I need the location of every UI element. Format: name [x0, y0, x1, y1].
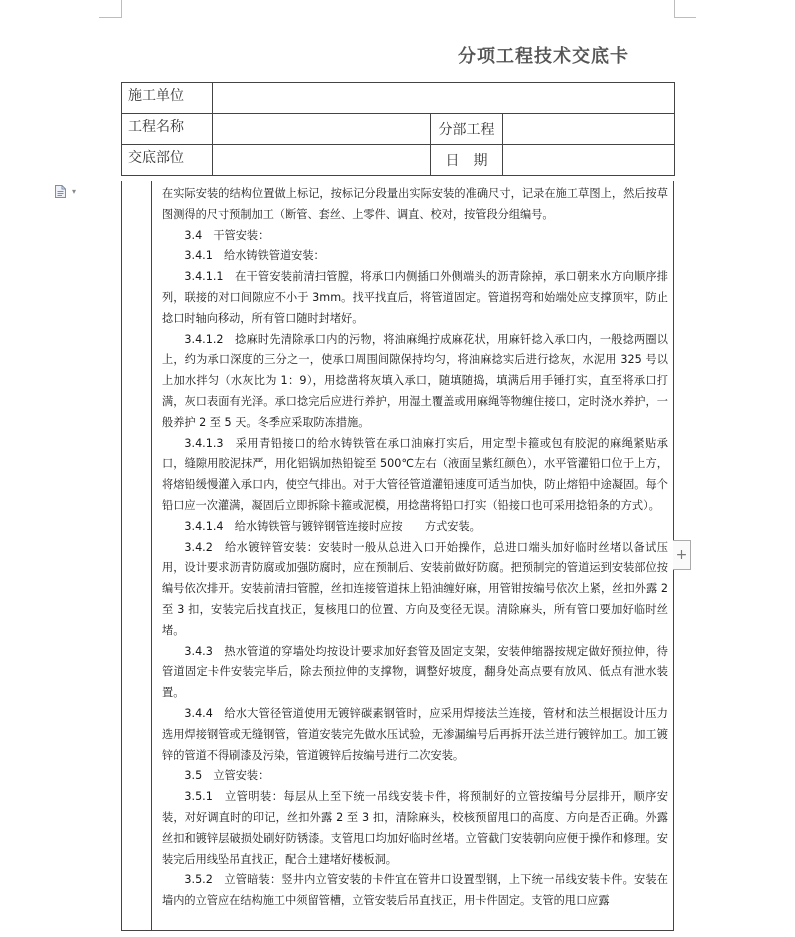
subproject-value[interactable] — [503, 114, 675, 145]
content-text — [162, 184, 668, 912]
unit-value[interactable] — [213, 83, 675, 114]
paragraph: 3.5.1 立管明装：每层从上至下统一吊线安装卡件，将预制好的立管按编号分层排开，顺序安装，对好调直时的印记，丝扣外露 2 至 3 扣，清除麻头，校核预留甩口的高度、方向是否正确。外露丝扣和镀锌层破损处刷好防锈漆。支管甩口均加好临时丝堵。立管截门安装朝向应便于操作和修理。安装完后用线坠吊直找正，配合土建堵好楼板洞。 — [162, 790, 668, 866]
part-value[interactable] — [213, 145, 431, 176]
unit-label: 施工单位 — [122, 83, 213, 114]
paragraph: 3.4 干管安装： — [184, 228, 270, 242]
paragraph: 3.4.2 给水镀锌管安装：安装时一般从总进入口开始操作，总进口端头加好临时丝堵以备试压用，设计要求沥青防腐或加强防腐时，应在预制后、安装前做好防腐。把预制完的管道运到安装部位按编号依次排开。安装前清扫管膛，丝扣连接管道抹上铅油缠好麻，用管钳按编号依次上紧，丝扣外露 2 至 3 扣，安装完后找直找正，复核甩口的位置、方向及变径无误。清除麻头，所有管口要加好临时丝堵。 — [162, 540, 668, 637]
paragraph: 3.4.1 给水铸铁管道安装： — [184, 249, 325, 263]
paragraph: 3.4.3 热水管道的穿墙处均按设计要求加好套管及固定支架，安装伸缩器按规定做好预拉伸，待管道固定卡件安装完毕后，除去预拉伸的支撑物，调整好坡度，翻身处高点要有放风、低点有泄水装置。 — [162, 644, 668, 700]
part-label: 交底部位 — [122, 145, 213, 176]
document-icon[interactable] — [55, 185, 66, 198]
project-value[interactable] — [213, 114, 431, 145]
header-row-project — [122, 114, 675, 145]
project-label: 工程名称 — [122, 114, 213, 145]
paragraph: 3.4.1.3 采用青铅接口的给水铸铁管在承口油麻打实后，用定型卡箍或包有胶泥的麻绳紧贴承口，缝隙用胶泥抹严，用化铝锅加热铅锭至 500℃左右（液面呈紫红颜色），水平管灌铅口位于上方，将熔铅缓慢灌入承口内，使空气排出。对于大管径管道灌铅速度可适当加快，防止熔铅中途凝固。每个铅口应一次灌满，凝固后立即拆除卡箍或泥模，用捻凿将铅口打实（铅接口也可采用捻铅条的方式）。 — [162, 436, 668, 512]
crop-mark-top-left-h — [99, 17, 121, 18]
crop-mark-top-right-v — [674, 0, 675, 18]
plus-icon[interactable]: + — [673, 540, 691, 570]
paragraph: 3.4.1.4 给水铸铁管与镀锌钢管连接时应按 方式安装。 — [184, 519, 481, 533]
page-title: 分项工程技术交底卡 — [458, 46, 629, 67]
crop-mark-top-right-h — [674, 17, 696, 18]
paragraph: 在实际安装的结构位置做上标记，按标记分段量出实际安装的准确尺寸，记录在施工草图上，然后按草图测得的尺寸预制加工（断管、套丝、上零件、调直、校对，按管段分组编号。 — [162, 187, 668, 221]
header-row-unit — [122, 83, 675, 114]
paragraph: 3.4.1.1 在干管安装前清扫管膛，将承口内侧插口外侧端头的沥青除掉，承口朝来水方向顺序排列，联接的对口间隙应不小于 3mm。找平找直后，将管道固定。管道拐弯和始端处应支撑顶牢，防止捻口时轴向移动，所有管口随时封堵好。 — [162, 270, 668, 325]
header-table — [121, 82, 675, 176]
subproject-label: 分部工程 — [431, 114, 503, 145]
chevron-down-icon[interactable]: ▾ — [72, 187, 77, 196]
crop-mark-top-left-v — [121, 0, 122, 18]
paragraph: 3.4.4 给水大管径管道使用无镀锌碳素钢管时，应采用焊接法兰连接，管材和法兰根据设计压力选用焊接钢管或无缝钢管，管道安装完先做水压试验，无渗漏编号后再拆开法兰进行镀锌加工。加工镀锌的管道不得刷漆及污染，管道镀锌后按编号进行二次安装。 — [162, 706, 668, 762]
header-row-part — [122, 145, 675, 176]
paragraph: 3.5 立管安装： — [184, 769, 270, 783]
date-value[interactable] — [503, 145, 675, 176]
paragraph: 3.4.1.2 捻麻时先清除承口内的污物，将油麻绳拧成麻花状，用麻钎捻入承口内，一般捻两圈以上，约为承口深度的三分之一，使承口周围间隙保持均匀，将油麻捻实后进行捻灰，水泥用 325 号以上加水拌匀（水灰比为 1：9），用捻凿将灰填入承口，随填随捣，填满后用手锤打实，直至将承口打满，灰口表面有光泽。承口捻完后应进行养护，用湿土覆盖或用麻绳等物缠住接口，定时浇水养护，一般养护 2 至 5 天。冬季应采取防冻措施。 — [162, 332, 668, 429]
content-box — [121, 181, 674, 931]
date-label: 日 期 — [431, 145, 503, 176]
left-column-divider — [151, 181, 152, 930]
paragraph: 3.5.2 立管暗装：竖井内立管安装的卡件宜在管井口设置型钢，上下统一吊线安装卡件。安装在墙内的立管应在结构施工中须留管槽，立管安装后吊直找正，用卡件固定。支管的甩口应露 — [162, 873, 668, 908]
